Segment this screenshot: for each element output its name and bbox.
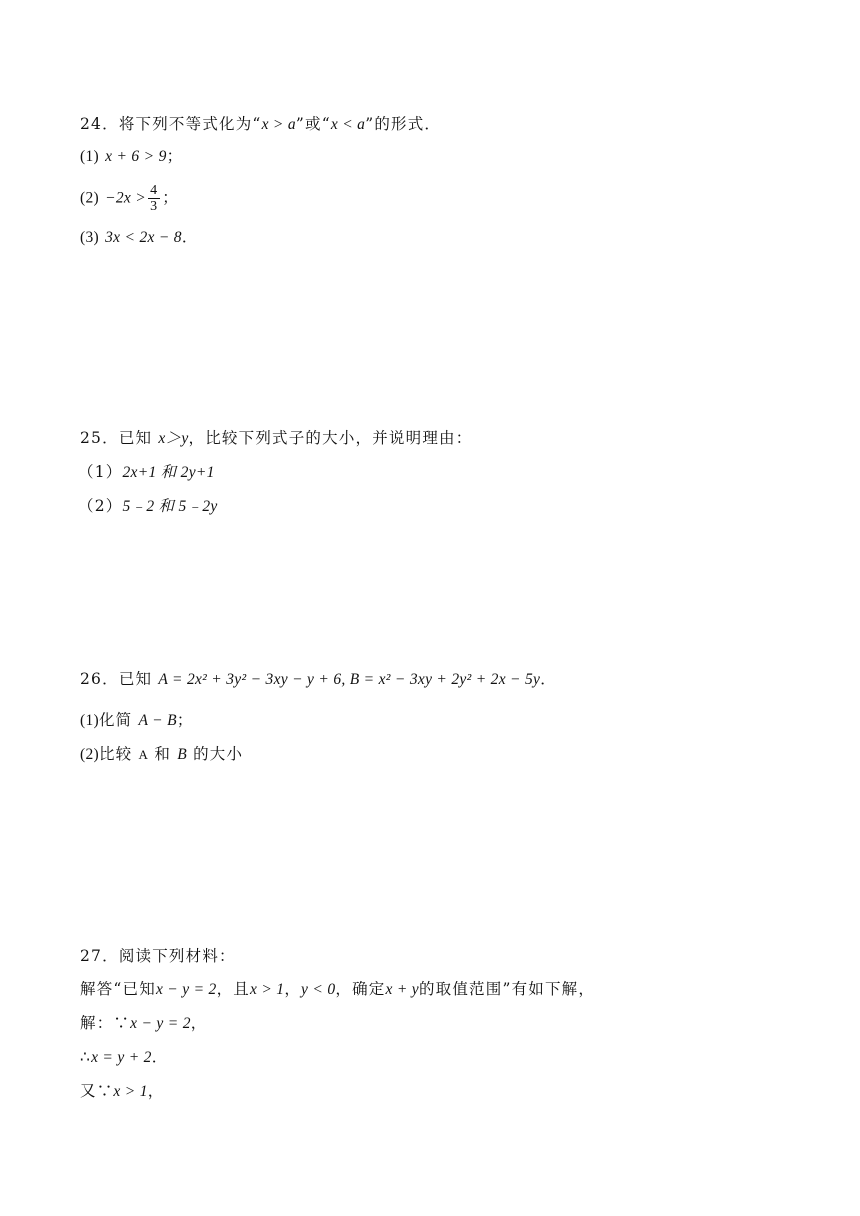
q25-p1-label: （1） [78,463,123,481]
q27-l2-b: ， [190,1014,208,1032]
q27-l4-a: 又∵ [80,1082,114,1100]
q27-l3-b: ． [151,1048,169,1066]
q27-l1-b: ，且 [216,980,250,998]
q27-l1-c: ， [284,980,302,998]
q27-l2-a: 解：∵ [80,1014,131,1032]
q27-l1-e1: x − y = 2 [155,981,217,998]
q26-text-a: 已知 [118,670,159,688]
q24-p1-end: ； [166,147,184,165]
q25-text-a: 已知 [118,429,159,447]
q24-ineq2: x < a [330,116,366,133]
q26-stem [80,668,557,691]
q24-part1 [80,145,183,168]
q27-l4-b: ， [147,1082,165,1100]
q24-p2-numerator: 4 [150,183,159,198]
q25-stem [80,427,472,450]
q27-l2-e: x − y = 2 [130,1015,191,1032]
q26-p1-end: ； [176,711,194,729]
q24-p2-label: (2) [80,189,99,207]
q27-line2 [80,1012,207,1035]
q27-number: 27． [80,947,119,965]
q26-part1 [80,709,194,732]
q24-part2 [80,183,179,214]
q26-p2-B: B [177,746,187,763]
q24-p3-label: (3) [80,229,99,246]
q27-line4 [80,1080,164,1103]
q25-p2-label: （2） [78,497,123,515]
q24-p3-end: ． [181,228,199,246]
q27-l3-a: ∴ [80,1048,92,1066]
q26-p2-text-c: 的大小 [186,745,244,763]
q27-l1-f: 的取值范围”有如下解， [418,980,596,998]
q26-p1-label: (1) [80,712,99,729]
q25-part2 [78,495,218,518]
q27-l4-e: x > 1 [113,1083,148,1100]
q26-end: ． [540,670,557,688]
q27-l1-e3: y < 0 [301,981,336,998]
q24-text-a: 将下列不等式化为“ [118,115,262,133]
q25-p2-expr: 5﹣2 和 5﹣2y [122,498,218,515]
q24-p1-expr: x + 6 > 9 [105,148,167,165]
q27-line1 [80,978,595,1001]
q27-l1-e2: x > 1 [249,981,285,998]
q25-number: 25． [80,429,119,447]
q27-l3-e: x = y + 2 [91,1049,152,1066]
q24-p2-end: ； [162,188,179,207]
q25-part1 [78,461,215,484]
q27-l1-e4: x + y [385,981,419,998]
q27-l1-a: 解答“已知 [80,980,156,998]
q24-part3 [80,226,199,249]
q25-text-b: ，比较下列式子的大小，并说明理由： [188,429,473,447]
q26-expression: A = 2x² + 3y² − 3xy − y + 6, B = x² − 3xy + 2y² + 2x − 5y [158,671,541,688]
q27-stem [80,945,236,967]
q26-number: 26． [80,670,119,688]
q24-p2-denominator: 3 [150,199,159,214]
q26-part2 [80,743,243,766]
q24-p2-fraction [148,183,160,214]
q26-p2-text-b: 和 [148,745,178,763]
q26-p2-A: A [138,747,149,762]
q24-number: 24． [80,115,119,133]
q24-text-c: ”的形式． [365,115,442,133]
q26-p1-text: 化简 [98,711,139,729]
q24-p2-expr: −2x > [105,189,147,207]
q24-ineq1: x > a [261,116,296,133]
q26-p2-label: (2) [80,746,99,763]
q25-condition: x＞y [158,430,189,447]
q24-stem [80,113,441,136]
q27-line3 [80,1046,168,1069]
q24-p3-expr: 3x < 2x − 8 [105,229,182,246]
q25-p1-expr: 2x+1 和 2y+1 [122,464,215,481]
q27-title: 阅读下列材料： [118,947,236,965]
q26-p1-expr: A − B [138,712,177,729]
q24-p1-label: (1) [80,148,99,165]
q26-p2-text-a: 比较 [98,745,139,763]
q27-l1-d: ，确定 [335,980,386,998]
q24-text-b: ”或“ [295,115,331,133]
